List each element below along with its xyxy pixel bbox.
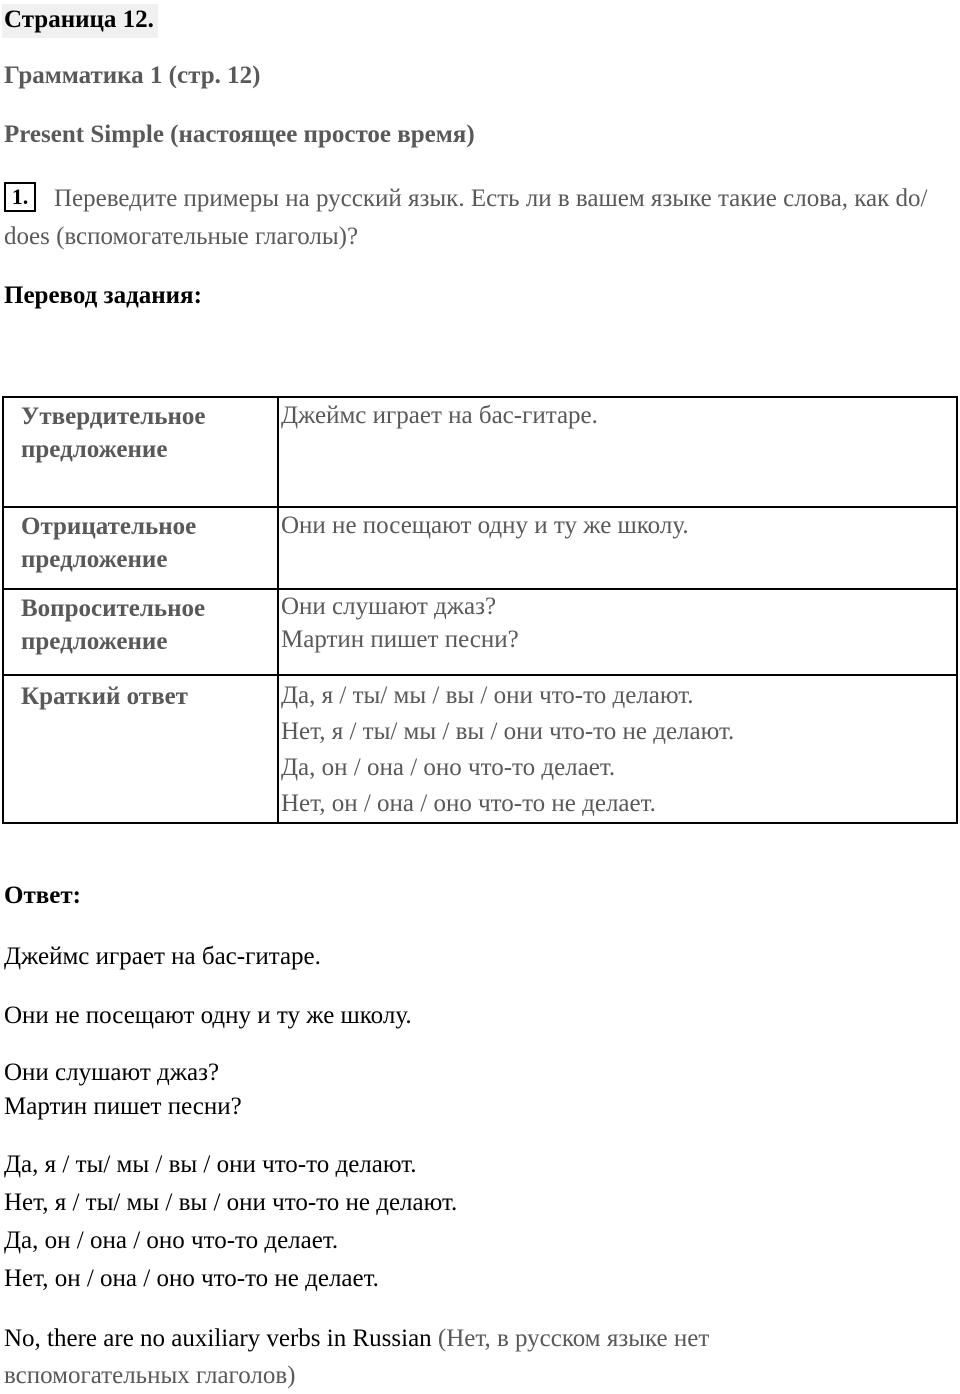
answer-block (4, 1146, 457, 1298)
row-line: Они не посещают одну и ту же школу. (281, 512, 689, 539)
answer-line: Они не посещают одну и ту же школу. (4, 1002, 412, 1029)
row-line: Мартин пишет песни? (281, 626, 519, 653)
translation-label: Перевод задания: (4, 282, 202, 309)
row-line: Да, он / она / оно что-то делает. (281, 754, 616, 781)
section-title: Грамматика 1 (стр. 12) (4, 62, 261, 89)
answer-line: Они слушают джаз? (4, 1059, 220, 1086)
row-value (278, 589, 957, 675)
table-row (3, 397, 957, 507)
row-line: Да, я / ты/ мы / вы / они что-то делают. (281, 682, 694, 709)
final-answer (4, 1320, 884, 1394)
task-text: Переведите примеры на русский язык. Есть ли в вашем языке такие слова, как do/ does (вспомогательные глаголы)? (4, 185, 928, 250)
task-instruction (4, 180, 944, 256)
row-label: Отрицательное предложение (3, 507, 278, 589)
row-line: Нет, я / ты/ мы / вы / они что-то не делают. (281, 718, 735, 745)
row-value (278, 397, 957, 507)
row-line: Нет, он / она / оно что-то не делает. (281, 790, 656, 817)
final-answer-ru: (Нет, в русском языке нет вспомогательных глаголов) (4, 1325, 710, 1389)
task-number: 1. (4, 182, 36, 212)
page-title: Страница 12. (2, 4, 158, 38)
answer-line: Мартин пишет песни? (4, 1093, 242, 1120)
answer-line: Да, я / ты/ мы / вы / они что-то делают. (4, 1151, 417, 1178)
row-line: Они слушают джаз? (281, 593, 497, 620)
row-line: Джеймс играет на бас-гитаре. (281, 402, 598, 429)
answer-line: Джеймс играет на бас-гитаре. (4, 943, 321, 970)
row-value (278, 675, 957, 823)
row-value (278, 507, 957, 589)
answer-block (4, 1056, 242, 1124)
table-row (3, 589, 957, 675)
answer-label: Ответ: (4, 882, 81, 909)
answer-line: Нет, я / ты/ мы / вы / они что-то не делают. (4, 1189, 458, 1216)
row-label: Краткий ответ (3, 675, 278, 823)
answer-line: Да, он / она / оно что-то делает. (4, 1227, 339, 1254)
row-label: Вопросительное предложение (3, 589, 278, 675)
topic-title: Present Simple (настоящее простое время) (4, 121, 475, 148)
row-label: Утвердительное предложение (3, 397, 278, 507)
answer-line: Нет, он / она / оно что-то не делает. (4, 1265, 379, 1292)
final-answer-en: No, there are no auxiliary verbs in Russian (4, 1325, 432, 1352)
table-row (3, 507, 957, 589)
table-row (3, 675, 957, 823)
grammar-table (2, 396, 958, 824)
